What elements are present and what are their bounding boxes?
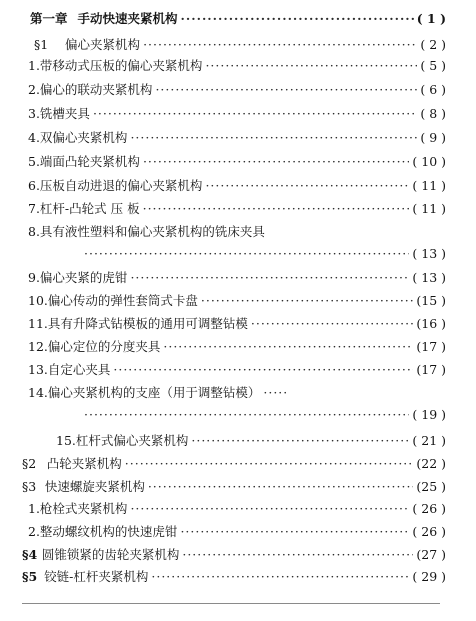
page-number: ( 13 ) [412, 246, 446, 261]
item-title: 4.双偏心夹紧机构 [28, 130, 128, 145]
toc-item[interactable] [28, 176, 446, 196]
leader-dots [181, 9, 414, 29]
toc-item[interactable] [28, 268, 446, 288]
toc-item[interactable] [28, 337, 446, 357]
item-title: 12.偏心定位的分度夹具 [28, 339, 161, 354]
item-title: 6.压板自动进退的偏心夹紧机构 [28, 178, 203, 193]
item-title: 9.偏心夹紧的虎钳 [28, 270, 128, 285]
page-number: ( 11 ) [412, 201, 446, 216]
leader-dots [251, 314, 413, 334]
toc-item[interactable] [28, 431, 446, 451]
page-number: (27 ) [416, 547, 446, 562]
page-number: (17 ) [416, 339, 446, 354]
page-bottom-rule [22, 603, 440, 604]
toc-item[interactable] [28, 360, 446, 380]
chapter-title: 手动快速夹紧机构 [77, 11, 178, 26]
leader-dots [205, 56, 417, 76]
item-title: 1.带移动式压板的偏心夹紧机构 [28, 58, 203, 73]
leader-dots [148, 477, 414, 497]
leader-dots [182, 545, 413, 565]
toc-item[interactable] [28, 104, 446, 124]
section-title: 凸轮夹紧机构 [46, 456, 122, 471]
leader-dots [191, 431, 409, 451]
toc-item[interactable] [28, 80, 446, 100]
item-title: 1.枪栓式夹紧机构 [28, 501, 128, 516]
toc-section-2[interactable] [22, 454, 446, 474]
page-number: (17 ) [416, 362, 446, 377]
page-number: ( 10 ) [412, 154, 446, 169]
page-number: ( 11 ) [412, 178, 446, 193]
page-number: ( 21 ) [412, 433, 446, 448]
toc-chapter-1[interactable] [30, 9, 446, 29]
item-title: 11.具有升降式钻模板的通用可调整钻模 [28, 316, 248, 331]
toc-section-3[interactable] [22, 477, 446, 497]
page-number: ( 29 ) [412, 569, 446, 584]
toc-section-1[interactable] [34, 35, 446, 55]
section-title: 快速螺旋夹紧机构 [44, 479, 145, 494]
item-title: 7.杠杆-凸轮式 压 板 [28, 201, 140, 216]
leader-dots [143, 35, 417, 55]
toc-item[interactable] [28, 56, 446, 76]
item-title: 14.偏心夹紧机构的支座（用于调整钻模） [28, 385, 261, 400]
section-title: 偏心夹紧机构 [65, 37, 141, 52]
toc-item-continuation[interactable] [84, 244, 446, 264]
section-number: §2 [22, 456, 37, 471]
section-number: §5 [22, 569, 38, 584]
section-number: §1 [34, 37, 49, 52]
toc-item[interactable] [28, 199, 446, 219]
page-number: ( 5 ) [420, 58, 446, 73]
item-title: 10.偏心传动的弹性套筒式卡盘 [28, 293, 198, 308]
toc-item[interactable] [28, 314, 446, 334]
leader-dots [263, 383, 287, 403]
toc-item-title-line[interactable] [28, 383, 446, 403]
toc-item[interactable] [28, 499, 446, 519]
leader-dots [180, 522, 409, 542]
toc-item[interactable] [28, 152, 446, 172]
page-number: ( 1 ) [416, 11, 446, 26]
page-number: ( 19 ) [412, 407, 446, 422]
leader-dots [163, 337, 413, 357]
item-title: 8.具有液性塑料和偏心夹紧机构的铣床夹具 [28, 224, 265, 239]
leader-dots [125, 454, 414, 474]
leader-dots [151, 567, 409, 587]
item-title: 2.偏心的联动夹紧机构 [28, 82, 153, 97]
toc-section-4[interactable] [22, 545, 446, 565]
section-number: §4 [22, 547, 38, 562]
page-number: ( 2 ) [420, 37, 446, 52]
toc-item-continuation[interactable] [84, 405, 446, 425]
page-number: (16 ) [416, 316, 446, 331]
item-title: 13.自定心夹具 [28, 362, 111, 377]
leader-dots [113, 360, 413, 380]
toc-item-title-line[interactable] [28, 222, 446, 242]
item-title: 2.整动螺纹机构的快速虎钳 [28, 524, 178, 539]
toc-item[interactable] [28, 291, 446, 311]
section-title: 铰链-杠杆夹紧机构 [44, 569, 149, 584]
leader-dots [143, 152, 409, 172]
page-number: ( 13 ) [412, 270, 446, 285]
leader-dots [84, 244, 409, 264]
leader-dots [130, 128, 417, 148]
toc-item[interactable] [28, 522, 446, 542]
leader-dots [84, 405, 409, 425]
leader-dots [205, 176, 409, 196]
leader-dots [201, 291, 413, 311]
chapter-number: 第一章 [30, 11, 68, 26]
leader-dots [130, 268, 409, 288]
leader-dots [130, 499, 409, 519]
leader-dots [155, 80, 417, 100]
toc-item[interactable] [28, 128, 446, 148]
leader-dots [93, 104, 417, 124]
page-number: (25 ) [416, 479, 446, 494]
page-number: ( 8 ) [420, 106, 446, 121]
section-title: 圆锥锁紧的齿轮夹紧机构 [41, 547, 180, 562]
item-title: 3.铣槽夹具 [28, 106, 90, 121]
page-number: ( 26 ) [412, 501, 446, 516]
leader-dots [143, 199, 410, 219]
page-number: ( 9 ) [420, 130, 446, 145]
page-number: ( 26 ) [412, 524, 446, 539]
page-number: (15 ) [416, 293, 446, 308]
item-title: 5.端面凸轮夹紧机构 [28, 154, 140, 169]
page-number: (22 ) [416, 456, 446, 471]
toc-section-5[interactable] [22, 567, 446, 587]
item-title: 15.杠杆式偏心夹紧机构 [56, 433, 189, 448]
section-number: §3 [22, 479, 37, 494]
page-number: ( 6 ) [420, 82, 446, 97]
